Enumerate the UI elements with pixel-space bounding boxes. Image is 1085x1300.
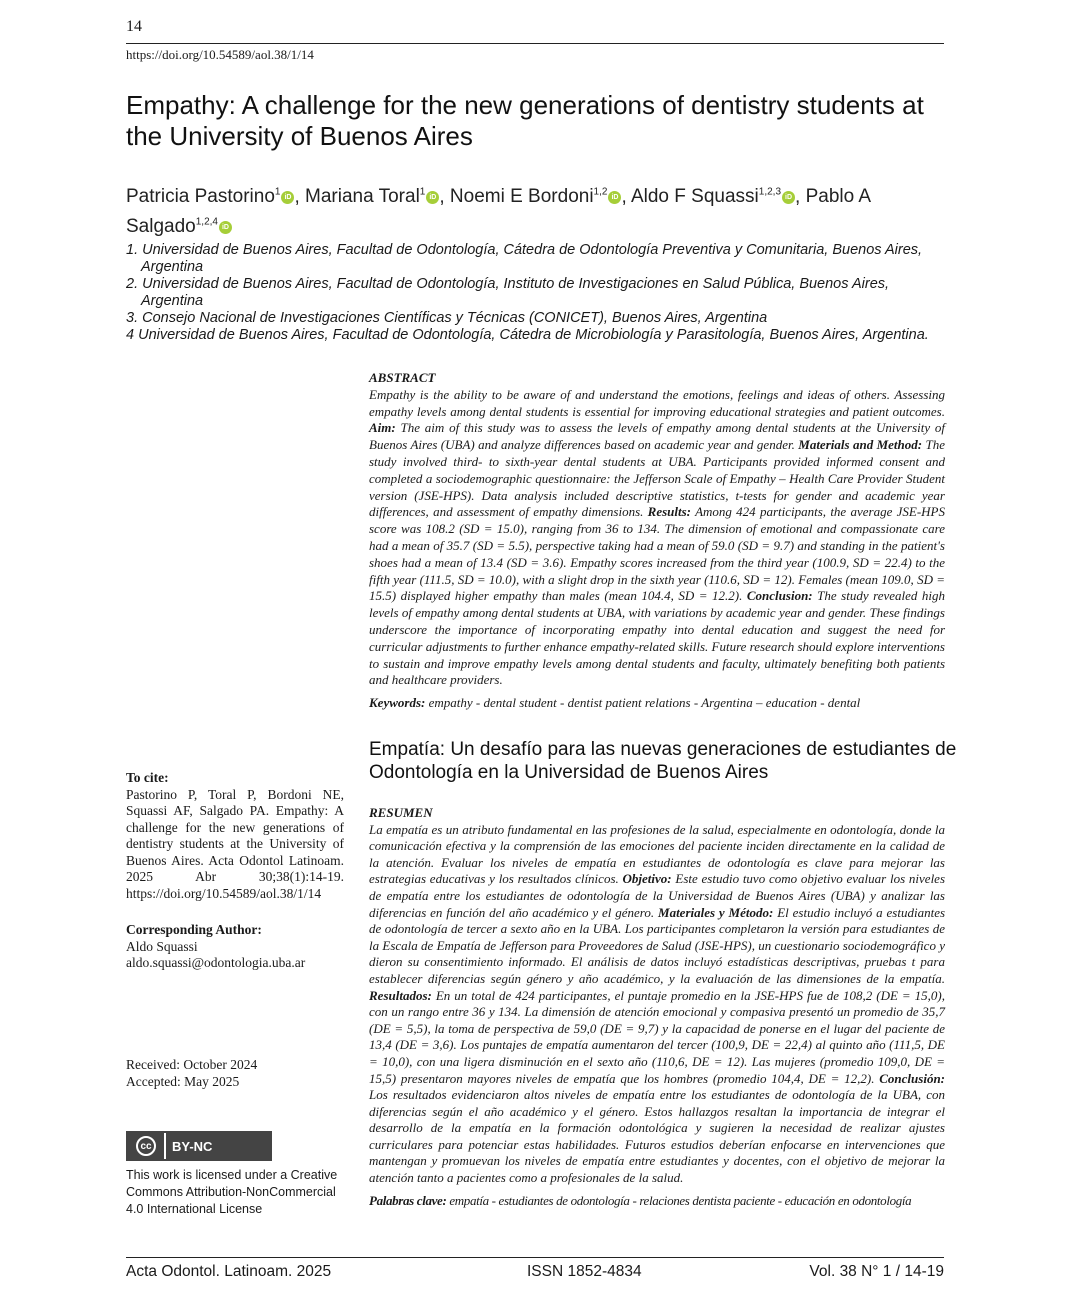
author-name: Patricia Pastorino [126,186,275,208]
keywords-label: Keywords: [369,695,426,711]
author-list: Patricia Pastorino$^1$ iD , Mariana Toral$^1$ iD , Noemi E Bordoni$^{1,2}$ iD , Aldo F Squassi$^{1,2,3}$ iD , Pablo A Salgado$^{1,2,4}$ iD [126,186,871,237]
author-name: Mariana Toral [305,186,420,208]
resumen-intro: La empatía es un atributo fundamental en las profesiones de la salud, especialmente en odontología, donde la comunicación efectiva y la comprensión de las emociones del paciente inciden directamente en la calidad de la atención. Evaluar los niveles de empatía en estudiantes de odontología es clave para mejorar las estrategias educativas y los resultados clínicos. [369,821,945,887]
affiliation-item: 3. Consejo Nacional de Investigaciones Científicas y Técnicas (CONICET), Buenos Aires, Argentina [126,310,768,326]
author-2 [305,186,439,207]
resumen-heading: RESUMEN [369,805,433,820]
article-title: Empathy: A challenge for the new generations of dentistry students at the University of Buenos Aires [126,90,924,151]
abstract-methods-label: Materials and Method: [798,437,923,453]
author-name: Noemi E Bordoni [449,186,594,208]
author-affil-sup: 1 [274,187,281,198]
abstract-results: Among 424 participants, the average JSE-HPS score was 108.2 (SD = 15.0), ranging from 36 to 134. The dimension of emotional and compassionate care had a mean of 35.7 (SD = 5.5), perspective taking had a mean of 59.0 (SD = 9.7) and standing in the patient's shoes had a mean of 13.4 (SD = 3.6). Empathy scores increased from the third year (100.9, SD = 22.4) to the fifth year (111.5, SD = 10.0), with a slight drop in the sixth year (110.6, SD = 12). Females (mean 109.0, SD = 15.5) displayed higher empathy than males (mean 104.4, SD = 12.2). [369,504,945,604]
abstract-aim-label: Aim: [369,420,396,436]
resumen-conclusion-label: Conclusión: [879,1070,946,1086]
author-4 [631,186,795,207]
author-affil-sup: 1,2,4 [195,216,218,228]
palabras-clave-label: Palabras clave: [369,1192,447,1208]
author-affil-sup: 1,2,3 [758,187,782,198]
abstract-section [369,370,945,712]
affiliation-item: 4 Universidad de Buenos Aires, Facultad de Odontología, Cátedra de Microbiología y Parasitología, Buenos Aires, Argentina. [126,327,929,343]
accepted-date: Accepted: May 2025 [126,1074,240,1089]
abstract-heading: ABSTRACT [369,370,436,385]
corr-email[interactable]: aldo.squassi@odontologia.uba.ar [126,955,306,970]
cite-label: To cite: [126,770,169,785]
page-number: 14 [126,18,142,35]
cite-text: Pastorino P, Toral P, Bordoni NE, Squassi AF, Salgado PA. Empathy: A challenge for the new generations of dentistry students at the University of Buenos Aires. Acta Odontol Latinoam. 2025 Abr 30;38(1):14-19. https://doi.org/10.54589/aol.38/1/14 [126,786,344,901]
resumen-section [369,805,945,1209]
header-rule [126,43,944,44]
resumen-aim: Este estudio tuvo como objetivo evaluar los niveles de empatía entre los estudiantes de odontología de la Universidad de Buenos Aires (UBA) y analizar las diferencias en función del año académico y el género. [369,871,946,920]
affiliation-item: 1. Universidad de Buenos Aires, Facultad de Odontología, Cátedra de Odontología Preventiva y Comunitaria, Buenos Aires, Argentina [126,242,923,275]
resumen-results-label: Resultados: [369,987,432,1003]
cc-logo-icon [128,1133,164,1159]
resumen-methods: El estudio incluyó a estudiantes de odontología de tercer a sexto año en la UBA. Los participantes completaron la versión para estudiantes de la Escala de Empatía de Jefferson para Proveedores de Salud (JSE-HPS), un cuestionario sociodemográfico y dieron su consentimiento informado. El análisis de datos incluyó estadísticas descriptivas, pruebas t para establecer diferencias según género y año académico, y la evaluación de las dimensiones de la empatía. [369,904,946,986]
author-name: Aldo F Squassi [630,186,759,208]
author-affil-sup: 1 [419,187,426,198]
orcid-icon[interactable]: iD [281,191,294,204]
abstract-keywords [369,695,945,712]
corr-label: Corresponding Author: [126,922,262,937]
cc-license-badge[interactable] [126,1131,272,1161]
resumen-aim-label: Objetivo: [622,871,672,887]
citation-block [126,770,344,902]
affiliation-list [126,242,946,344]
author-affil-sup: 1,2 [593,187,608,198]
abstract-intro: Empathy is the ability to be aware of and understand the emotions, feelings and ideas of others. Assessing empathy levels among dental students is essential for improving educational strategies and patient outcomes. [369,386,945,419]
orcid-icon[interactable]: iD [426,191,439,204]
cc-by-nc-label: BY-NC [164,1133,270,1159]
resumen-results: En un total de 424 participantes, el puntaje promedio en la JSE-HPS fue de 108,2 (DE = 15,0), con un rango entre 36 y 134. La dimensión de atención emocional y compasiva presentó un promedio de 35,7 (DE = 5,5), la toma de perspectiva de 59,0 (DE = 9,7) y la capacidad de ponerse en el lugar del paciente de 13,4 (DE = 3,6). Los puntajes de empatía aumentaron del tercer (100,9, DE = 22,4) al quinto año (111,5, DE = 10,0), con una ligera disminución en el sexto año (110,6, DE = 12). Las mujeres (promedio 109,0, DE = 15,5) presentaron mayores niveles de empatía que los hombres (promedio 104,4, DE = 12,2). [369,987,945,1086]
orcid-icon[interactable]: iD [782,191,795,204]
palabras-clave-text: empatía - estudiantes de odontología - relaciones dentista paciente - educación en odontología [449,1192,912,1208]
orcid-icon[interactable]: iD [608,191,621,204]
abstract-aim: The aim of this study was to assess the levels of empathy among dental students at the University of Buenos Aires (UBA) and analyze differences based on academic year and gender. [369,420,946,453]
resumen-methods-label: Materiales y Método: [658,904,774,920]
resumen-conclusion: Los resultados evidenciaron altos niveles de empatía entre los estudiantes de odontología de la UBA, con diferencias según el año académico y el género. Estos hallazgos resaltan la importancia de integrar el desarrollo de la empatía en la formación odontológica y sugieren la necesidad de realizar ajustes curriculares para potenciar estas habilidades. Futuros estudios deberían enfocarse en intervenciones que mantengan y promuevan los niveles de empatía entre estudiantes y docentes, con el objetivo de mejorar la atención tanto a pacientes como a profesionales de la salud. [369,1087,945,1186]
footer-volume: Vol. 38 N° 1 / 14-19 [809,1263,944,1280]
footer-rule [126,1257,944,1258]
author-name: Pablo A Salgado [126,186,871,237]
resumen-keywords [369,1193,945,1210]
author-1 [126,186,294,207]
resumen-body [369,822,945,1187]
keywords-text: empathy - dental student - dentist patient relations - Argentina – education - dental [428,695,861,711]
spanish-title: Empatía: Un desafío para las nuevas generaciones de estudiantes de Odontología en la Universidad de Buenos Aires [369,739,957,783]
received-date: Received: October 2024 [126,1057,258,1072]
license-text: This work is licensed under a Creative Commons Attribution-NonCommercial 4.0 International License [126,1168,338,1216]
orcid-icon[interactable]: iD [219,221,232,234]
footer-journal: Acta Odontol. Latinoam. 2025 [126,1263,332,1280]
cc-circle: cc [136,1136,156,1156]
corr-name: Aldo Squassi [126,938,198,954]
corresponding-author-block [126,922,346,972]
abstract-conclusion-label: Conclusion: [746,588,813,604]
dates-block [126,1056,346,1090]
abstract-body [369,387,945,689]
footer-issn: ISSN 1852-4834 [527,1263,642,1280]
doi-link[interactable]: https://doi.org/10.54589/aol.38/1/14 [126,47,314,62]
affiliation-item: 2. Universidad de Buenos Aires, Facultad de Odontología, Instituto de Investigaciones en Salud Pública, Buenos Aires, Argentina [126,276,890,309]
author-3 [450,186,622,207]
abstract-conclusion: The study revealed high levels of empathy among dental students at UBA, with variations by academic year and gender. These findings underscore the importance of incorporating empathy into dental education and suggest the need for curricular adjustments to further enhance empathy-related skills. Future research should explore interventions to sustain and improve empathy levels among dental students and faculty, ultimately benefiting both patients and healthcare providers. [369,588,945,688]
abstract-results-label: Results: [647,504,692,520]
abstract-methods: The study involved third- to sixth-year dental students at UBA. Participants provided informed consent and completed a sociodemographic questionnaire: the Jefferson Scale of Empathy – Health Care Provider Student version (JSE-HPS). Data analysis included descriptive statistics, t-tests for gender and academic year differences, and assessment of empathy dimensions. [369,437,946,520]
